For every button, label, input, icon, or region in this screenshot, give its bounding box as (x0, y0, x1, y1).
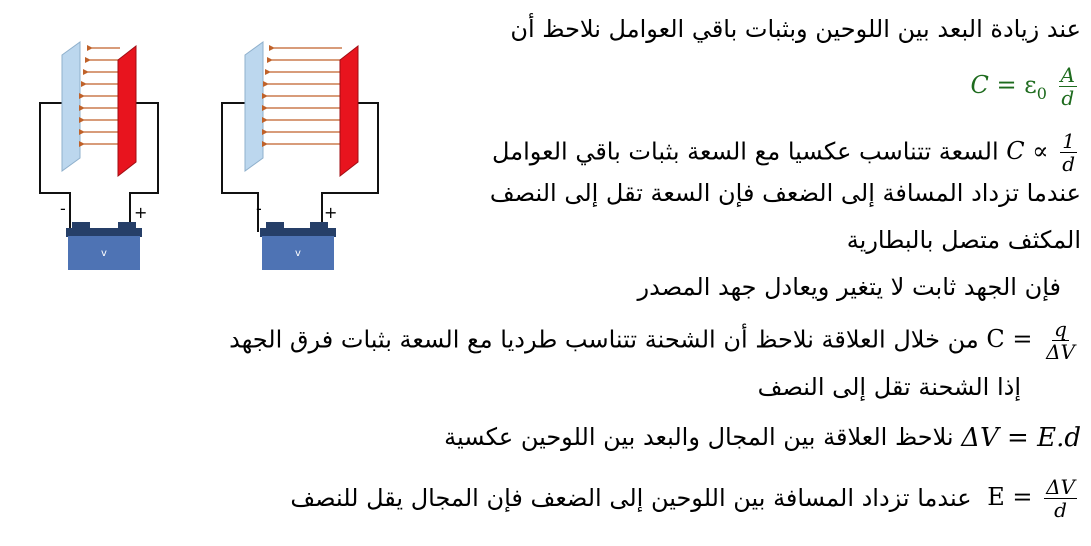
inverse-proportion-text: السعة تتناسب عكسيا مع السعة بثبات باقي العوامل (492, 137, 999, 166)
battery (260, 222, 336, 270)
formula-numerator-A: A (1060, 63, 1075, 87)
capacitor-diagrams (0, 0, 400, 300)
proportional-symbol: ∝ (1032, 137, 1049, 165)
charge-numerator-q: q (1054, 317, 1067, 341)
charge-relation-text: من خلال العلاقة نلاحظ أن الشحنة تتناسب طرديا مع السعة بثبات فرق الجهد (229, 325, 979, 354)
battery (66, 222, 142, 270)
capacitor-diagram-far (222, 42, 378, 270)
field-relation-text: نلاحظ العلاقة بين المجال والبعد بين اللوحين عكسية (444, 423, 954, 451)
prop-denominator: d (1062, 152, 1075, 176)
formula-sub-zero: 0 (1036, 83, 1047, 103)
charge-equals: = (1012, 325, 1033, 353)
line-field-halves (290, 476, 1081, 521)
plate-red (340, 46, 358, 176)
field-numerator-dV: ΔV (1046, 475, 1075, 499)
capacitance-formula (971, 64, 1081, 109)
plate-blue (62, 42, 80, 171)
charge-fraction (1044, 318, 1077, 363)
line-intro (510, 14, 1081, 44)
battery-label: v (295, 248, 301, 259)
formula-denominator-d: d (1061, 86, 1075, 110)
formula-C: C (970, 71, 989, 99)
prop-C: C (1006, 137, 1025, 165)
minus-sign: - (60, 199, 66, 218)
line-capacitance-halves: عندما تزداد المسافة إلى الضعف فإن السعة تقل إلى النصف (489, 179, 1081, 207)
formula-epsilon: ε (1024, 71, 1037, 99)
intro-text: عند زيادة البعد بين اللوحين وبثبات باقي العوامل نلاحظ أن (510, 15, 1081, 43)
line-voltage-constant: فإن الجهد ثابت لا يتغير ويعادل جهد المصدر (637, 273, 1061, 301)
prop-numerator: 1 (1062, 129, 1075, 153)
line-charge-relation (229, 318, 1081, 363)
field-arrows (267, 48, 342, 144)
line-field-relation (444, 422, 1081, 453)
field-fraction (1044, 476, 1077, 521)
field-denominator-d: d (1054, 498, 1067, 522)
prop-fraction (1060, 130, 1077, 175)
plus-sign: + (324, 203, 338, 222)
minus-sign: - (256, 199, 262, 218)
line-charge-halves: إذا الشحنة تقل إلى النصف (757, 373, 1021, 401)
field-arrows (84, 48, 120, 144)
charge-C: C (986, 325, 1005, 353)
formula-fraction (1059, 64, 1077, 109)
formula-equals: = (996, 71, 1017, 99)
field-equation: ΔV = E.d (961, 423, 1081, 453)
battery-label: v (101, 248, 107, 259)
field-halves-text: عندما تزداد المسافة بين اللوحين إلى الضعف فإن المجال يقل للنصف (290, 483, 972, 512)
plate-blue (245, 42, 263, 171)
plus-sign: + (134, 203, 148, 222)
plate-red (118, 46, 136, 176)
capacitor-diagram-close (40, 42, 158, 270)
line-connected-battery: المكثف متصل بالبطارية (846, 226, 1081, 254)
field-E: E (987, 483, 1005, 511)
charge-denominator-dV: ΔV (1046, 340, 1075, 364)
field-equals: = (1012, 483, 1033, 511)
line-inverse-proportion (492, 130, 1081, 175)
